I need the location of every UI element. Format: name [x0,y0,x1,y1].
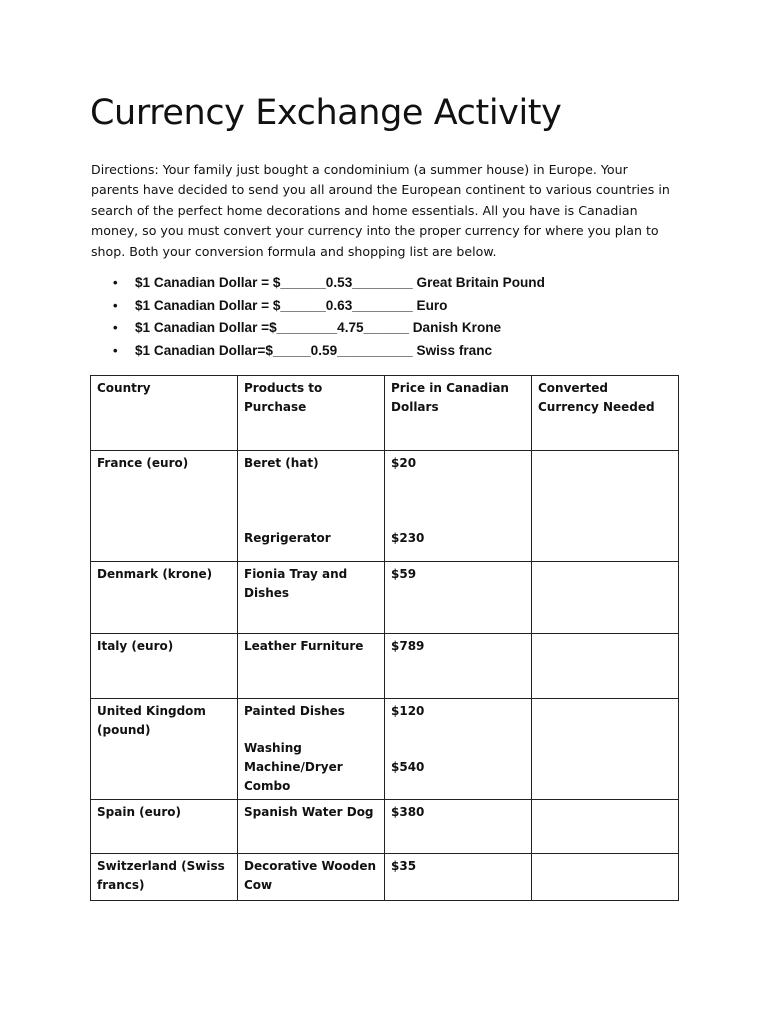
rate-text: $1 Canadian Dollar = $______0.53________ Great Britain Pound [135,275,545,290]
rate-item-pound [91,272,691,295]
header-price: Price in Canadian Dollars [385,376,532,451]
converted-cell[interactable] [532,451,679,562]
country-cell: France (euro) [91,451,238,562]
rate-item-franc [91,340,691,363]
bullet-icon: • [113,297,118,313]
rate-item-euro [91,295,691,318]
price-item: $540 [391,760,425,774]
price-cell: $59 [385,562,532,634]
cell-spacer [391,721,525,758]
rate-text: $1 Canadian Dollar =$________4.75______ Danish Krone [135,320,502,336]
country-cell: United Kingdom (pound) [91,699,238,800]
products-cell: Spanish Water Dog [238,800,385,854]
country-cell: Italy (euro) [91,634,238,699]
header-converted: Converted Currency Needed [532,376,679,451]
converted-cell[interactable] [532,699,679,800]
table-row [91,854,679,901]
price-item: $20 [391,456,417,470]
bullet-icon: • [113,342,118,358]
shopping-table [90,375,679,901]
price-cell: $789 [385,634,532,699]
product-item: Painted Dishes [244,704,345,718]
converted-cell[interactable] [532,854,679,901]
products-cell: Leather Furniture [238,634,385,699]
products-cell [238,451,385,562]
price-cell: $380 [385,800,532,854]
rate-item-krone [91,317,691,340]
table-row [91,562,679,634]
rate-text: $1 Canadian Dollar = $______0.63________ Euro [135,297,448,313]
price-cell [385,451,532,562]
converted-cell[interactable] [532,562,679,634]
header-products: Products to Purchase [238,376,385,451]
price-cell: $35 [385,854,532,901]
directions-paragraph: Directions: Your family just bought a condominium (a summer house) in Europe. Your parents have decided to send you all around the European continent to various countries in search of the perfect home decorations and home essentials. All you have is Canadian money, so you must convert your currency into the proper currency for where you plan to shop. Both your conversion formula and shopping list are below. [91,162,670,259]
product-item: Washing Machine/Dryer Combo [244,741,343,793]
products-cell [238,699,385,800]
table-row [91,451,679,562]
table-row [91,800,679,854]
price-item: $230 [391,531,425,545]
rate-text: $1 Canadian Dollar=$_____0.59__________ Swiss franc [135,342,493,358]
product-item: Beret (hat) [244,456,319,470]
converted-cell[interactable] [532,634,679,699]
table-row [91,634,679,699]
products-cell: Fionia Tray and Dishes [238,562,385,634]
price-cell [385,699,532,800]
cell-spacer [244,473,378,529]
table-header-row [91,376,679,451]
bullet-icon: • [113,275,118,290]
country-cell: Switzerland (Swiss francs) [91,854,238,901]
product-item: Regrigerator [244,531,331,545]
cell-spacer [391,473,525,529]
country-cell: Spain (euro) [91,800,238,854]
header-country: Country [91,376,238,451]
price-item: $120 [391,704,425,718]
cell-spacer [244,721,378,739]
bullet-icon: • [113,320,118,336]
table-row [91,699,679,800]
country-cell: Denmark (krone) [91,562,238,634]
products-cell: Decorative Wooden Cow [238,854,385,901]
converted-cell[interactable] [532,800,679,854]
page-title: Currency Exchange Activity [90,93,562,133]
conversion-rates-list [91,272,691,362]
